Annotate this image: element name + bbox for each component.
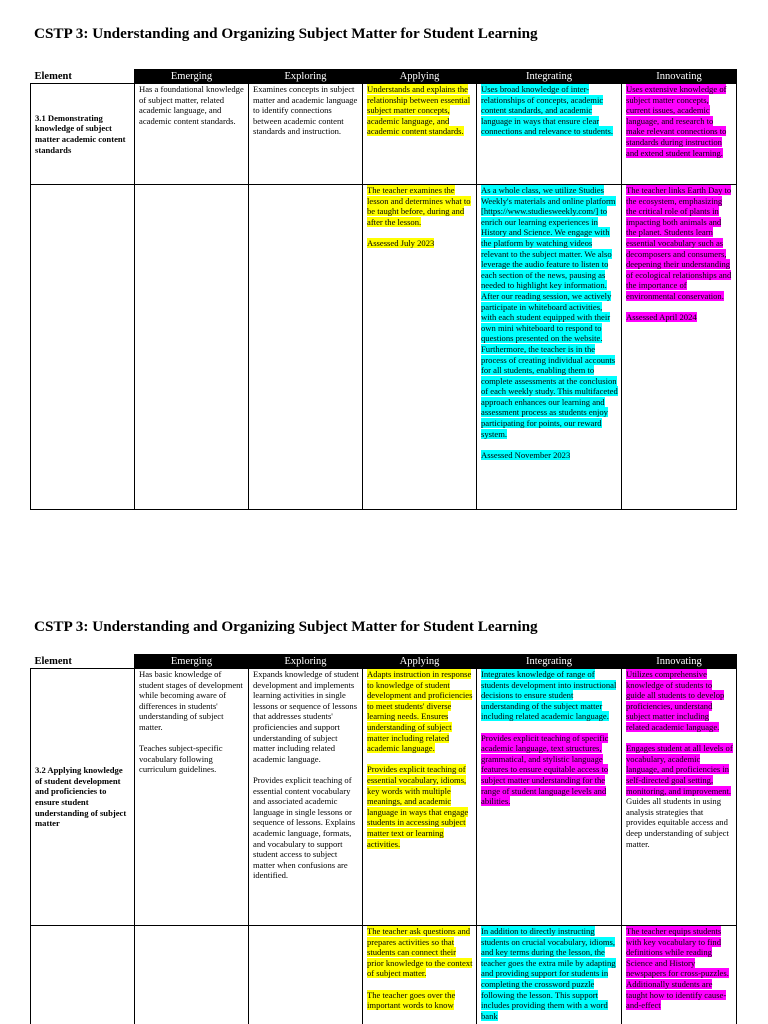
header-integrating: Integrating <box>477 70 622 84</box>
applying-evidence-cell <box>363 185 477 510</box>
element-evidence-cell <box>31 185 135 510</box>
emerging-text-2: Teaches subject-specific vocabulary following curriculum guidelines. <box>139 743 223 775</box>
innovating-cell <box>622 84 737 185</box>
header-row <box>31 655 737 669</box>
applying-evidence-2: The teacher goes over the important words to know <box>367 989 456 1011</box>
header-applying: Applying <box>363 655 477 669</box>
applying-text: Adapts instruction in response to knowledge of student development and proficiencies to meet students' diverse learning needs. Ensures understanding of subject matter including related academic language. <box>367 669 473 754</box>
integrating-cell <box>477 84 622 185</box>
applying-text: Understands and explains the relationship between essential subject matter concepts, academic language, and academic content standards. <box>367 84 471 137</box>
header-element: Element <box>31 70 135 84</box>
emerging-text: Has a foundational knowledge of subject matter, related academic language, and academic content standards. <box>139 84 244 126</box>
header-emerging: Emerging <box>135 655 249 669</box>
innovating-cell <box>622 669 737 926</box>
evidence-row <box>31 926 737 1024</box>
innovating-assessed-date: Assessed April 2024 <box>626 312 697 323</box>
applying-cell <box>363 84 477 185</box>
emerging-evidence-cell <box>135 926 249 1024</box>
header-integrating: Integrating <box>477 655 622 669</box>
element-name: 3.1 Demonstrating knowledge of subject matter academic content standards <box>35 112 126 155</box>
integrating-text: Integrates knowledge of range of students development into instructional decisions to ensure student understanding of the subject matter including related academic language. <box>481 669 617 722</box>
header-row <box>31 70 737 84</box>
header-emerging: Emerging <box>135 70 249 84</box>
integrating-text-2: Provides explicit teaching of specific academic language, text structures, grammatical, and stylistic language features to ensure equitable access to subject matter understanding for the range of student language levels and abilities. <box>481 732 609 807</box>
exploring-text-2: Provides explicit teaching of essential content vocabulary and associated academic language in single lessons or sequence of lessons. Explains academic language, formats, and vocabulary to support student access to subject matter when confusions are identified. <box>253 774 356 881</box>
header-exploring: Exploring <box>249 655 363 669</box>
header-exploring: Exploring <box>249 70 363 84</box>
exploring-cell <box>249 669 363 926</box>
integrating-text: Uses broad knowledge of inter-relationships of concepts, academic content standards, and academic language in ways that ensure clear connections and relevance to students. <box>481 84 613 137</box>
element-name: 3.2 Applying knowledge of student development and proficiencies to ensure student understanding of subject matter <box>35 765 127 829</box>
header-element: Element <box>31 655 135 669</box>
exploring-evidence-cell <box>249 926 363 1024</box>
integrating-assessed-date: Assessed November 2023 <box>481 449 571 460</box>
rubric-row <box>31 84 737 185</box>
header-innovating: Innovating <box>622 655 737 669</box>
integrating-cell <box>477 669 622 926</box>
exploring-text: Examines concepts in subject matter and academic language to identify connections between academic content standards and instruction. <box>253 84 358 137</box>
applying-evidence: The teacher examines the lesson and determines what to be taught before, during and after the lesson. <box>367 185 471 227</box>
applying-evidence: The teacher ask questions and prepares activities so that students can connect their prior knowledge to the context of subject matter. <box>367 926 473 979</box>
integrating-evidence-cell <box>477 926 622 1024</box>
emerging-cell <box>135 669 249 926</box>
applying-assessed-date: Assessed July 2023 <box>367 237 435 248</box>
exploring-text: Expands knowledge of student development and implements learning activities in single lessons or sequence of lessons that addresses students' proficiencies and support understanding of subject matter including related academic language. <box>253 669 359 764</box>
innovating-text-2: Engages student at all levels of vocabulary, academic language, and proficiencies in self-directed goal setting, monitoring, and improvement. <box>626 743 733 796</box>
element-cell <box>31 84 135 185</box>
emerging-cell <box>135 84 249 185</box>
exploring-evidence-cell <box>249 185 363 510</box>
applying-evidence-cell <box>363 926 477 1024</box>
integrating-evidence-cell <box>477 185 622 510</box>
innovating-evidence-cell <box>622 926 737 1024</box>
header-innovating: Innovating <box>622 70 737 84</box>
evidence-row <box>31 185 737 510</box>
rubric-row <box>31 669 737 926</box>
innovating-evidence: The teacher equips students with key vocabulary to find definitions while reading Science and History newspapers for cross-puzzles. Additionally students are taught how to identify cause-and-effect <box>626 926 729 1011</box>
rubric-table <box>30 69 737 510</box>
applying-cell <box>363 669 477 926</box>
element-cell <box>31 669 135 926</box>
innovating-text-3: Guides all students in using analysis strategies that provides equitable access and deep understanding of subject matter. <box>626 796 729 849</box>
innovating-evidence-cell <box>622 185 737 510</box>
rubric-table <box>30 654 737 1024</box>
innovating-text: Utilizes comprehensive knowledge of students to guide all students to develop proficiencies, understand subject matter including related academic language. <box>626 669 725 732</box>
integrating-evidence: In addition to directly instructing students on crucial vocabulary, idioms, and key terms during the lesson, the teacher goes the extra mile by adapting and providing support for students in completing the crossword puzzle following the lesson. This support includes providing them with a word bank <box>481 926 616 1021</box>
innovating-text: Uses extensive knowledge of subject matter concepts, current issues, academic language, and research to make relevant connections to standards during instruction and extend student learning. <box>626 84 727 158</box>
page-title: CSTP 3: Understanding and Organizing Subject Matter for Student Learning <box>34 618 538 635</box>
page-title: CSTP 3: Understanding and Organizing Subject Matter for Student Learning <box>34 25 538 42</box>
exploring-cell <box>249 84 363 185</box>
emerging-text: Has basic knowledge of student stages of development while becoming aware of differences in students' understanding of subject matter. <box>139 669 243 732</box>
innovating-evidence: The teacher links Earth Day to the ecosystem, emphasizing the critical role of plants in impacting both animals and the planet. Students learn essential vocabulary such as decomposers and consumers, deepening their understanding of ecological relationships and the importance of environmental conservation. <box>626 185 732 301</box>
emerging-evidence-cell <box>135 185 249 510</box>
element-evidence-cell <box>31 926 135 1024</box>
applying-text-2: Provides explicit teaching of essential vocabulary, idioms, key words with multiple meanings, and academic language in ways that engage students in accessing subject matter text or learning activities. <box>367 764 469 849</box>
integrating-evidence: As a whole class, we utilize Studies Weekly's materials and online platform [https://www.studiesweekly.com/] to enrich our learning experiences in History and Science. We engage with the platform by watching videos relevant to the subject matter. We also leverage the audio feature to listen to each section of the news, pausing as needed to highlight key information. After our reading session, we actively participate in whiteboard activities, with each student equipped with their own mini whiteboard to respond to questions presented on the website. Furthermore, the teacher is in the process of creating individual accounts for all students, enabling them to complete assessments at the conclusion of each weekly study. This multifaceted approach enhances our learning and assessment process as students enjoy participating for points, our reward system. <box>481 185 618 439</box>
header-applying: Applying <box>363 70 477 84</box>
